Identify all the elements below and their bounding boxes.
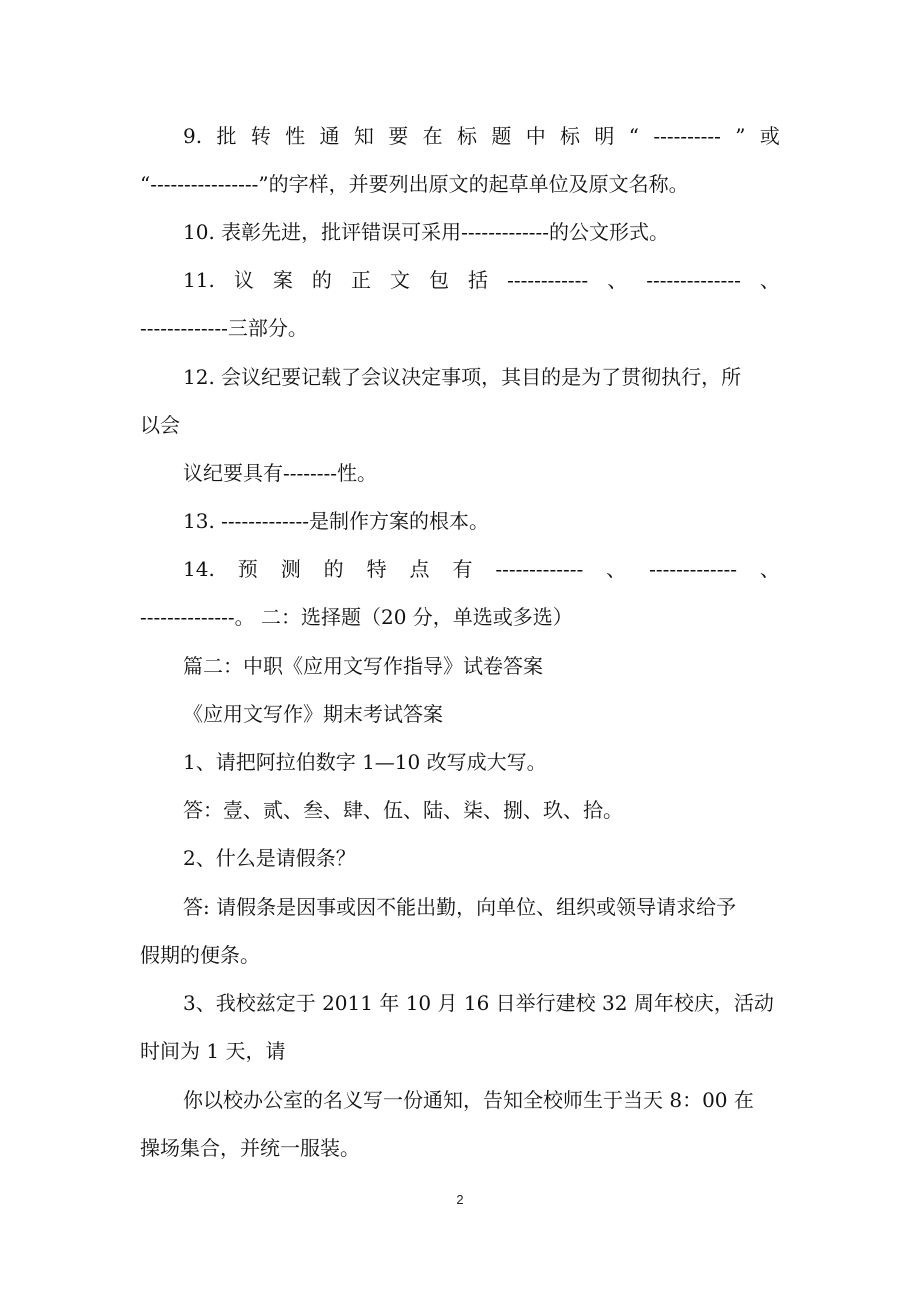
text-fragment: -------------- [646,268,741,292]
answer-2-answer-line-1: 答: 请假条是因事或因不能出勤，向单位、组织或领导请求给予 [183,895,737,919]
text-fragment: 、 [606,557,627,581]
text-fragment: 14. [183,557,215,581]
text-fragment: ------------- [649,557,737,581]
text-fragment: ------------- [495,557,584,581]
text-fragment: 、 [759,268,780,292]
text-fragment: 的 [323,557,344,581]
text-fragment: 转 [250,124,271,148]
text-fragment: 案 [272,268,293,292]
text-fragment: ---------- [653,124,721,148]
text-fragment: 或 [759,124,780,148]
answer-3-question-line-3: 你以校办公室的名义写一份通知，告知全校师生于当天 8：00 在 [183,1088,754,1112]
text-fragment: 要 [388,124,409,148]
text-fragment: 性 [285,124,306,148]
text-fragment: 通 [319,124,340,148]
q12-line-1: 12. 会议纪要记载了会议决定事项，其目的是为了贯彻执行，所 [183,365,742,389]
q10-line: 10. 表彰先进，批评错误可采用-------------的公文形式。 [183,220,670,244]
text-fragment: 测 [280,557,301,581]
q13-line: 13. -------------是制作方案的根本。 [183,509,490,533]
text-fragment: 9. [183,124,203,148]
q11-line-2: -------------三部分。 [140,316,308,340]
q14-line-2: --------------。 二：选择题（20 分，单选或多选） [140,605,573,629]
text-fragment: 议 [233,268,254,292]
text-fragment: 知 [353,124,374,148]
answer-1-answer: 答：壹、贰、叁、肆、伍、陆、柒、捌、玖、拾。 [183,798,623,822]
text-fragment: ------------ [507,268,589,292]
text-fragment: 题 [491,124,512,148]
text-fragment: 有 [452,557,473,581]
text-fragment: 明 [594,124,615,148]
text-fragment: 中 [525,124,546,148]
text-fragment: 包 [429,268,449,292]
answer-2-answer-line-2: 假期的便条。 [140,943,260,967]
text-fragment: ” [735,124,746,148]
page-number: 2 [456,1192,464,1207]
text-fragment: 文 [389,268,410,292]
text-fragment: 标 [456,124,477,148]
answer-3-question-line-1: 3、我校兹定于 2011 年 10 月 16 日举行建校 32 周年校庆，活动 [183,991,774,1015]
text-fragment: 、 [759,557,780,581]
text-fragment: 、 [607,268,628,292]
answer-2-question: 2、什么是请假条？ [183,846,356,870]
text-fragment: 预 [237,557,258,581]
answer-1-question: 1、请把阿拉伯数字 1—10 改写成大写。 [183,750,547,774]
q12-line-2: 以会 [140,413,180,437]
text-fragment: 括 [468,268,489,292]
text-fragment: 点 [409,557,430,581]
text-fragment: 特 [366,557,387,581]
text-fragment: 标 [560,124,581,148]
answer-sheet-title: 《应用文写作》期末考试答案 [183,702,443,726]
section-2-title: 篇二：中职《应用文写作指导》试卷答案 [183,654,543,678]
text-fragment: 11. [183,268,215,292]
q11-line-1 [183,267,780,293]
text-fragment: 的 [311,268,332,292]
answer-3-question-line-2: 时间为 1 天，请 [140,1039,286,1063]
q14-line-1 [183,556,780,582]
q12-line-3: 议纪要具有--------性。 [183,461,378,485]
q9-line-1 [183,123,780,149]
text-fragment: 在 [422,124,443,148]
answer-3-question-line-4: 操场集合，并统一服装。 [140,1136,360,1160]
q9-line-2: “----------------”的字样，并要列出原文的起草单位及原文名称。 [140,172,689,196]
text-fragment: 正 [350,268,371,292]
text-fragment: “ [628,124,639,148]
text-fragment: 批 [216,124,237,148]
